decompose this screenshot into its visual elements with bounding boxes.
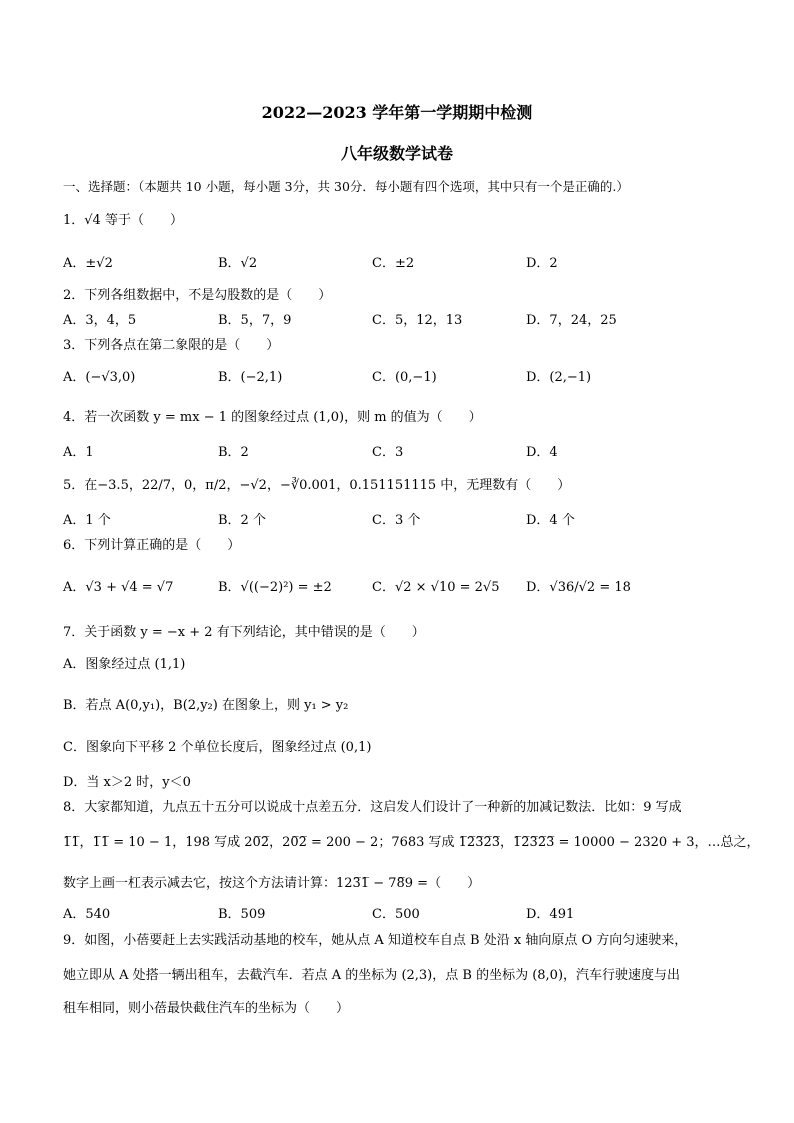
question-8-line-1: 8．大家都知道，九点五十五分可以说成十点差五分．这启发人们设计了一种新的加减记数法．比如：9 写成 <box>63 800 682 815</box>
question-9-line-1: 9．如图，小蓓要赶上去实践活动基地的校车，她从点 A 知道校车自点 B 处沿 x 轴向原点 O 方向匀速驶来， <box>63 933 688 948</box>
question-4-option-d: D．4 <box>526 445 558 460</box>
question-1-option-c: C．±2 <box>372 256 415 271</box>
question-8-option-c: C．500 <box>372 907 420 922</box>
question-4-stem: 4．若一次函数 y = mx − 1 的图象经过点 (1,0)，则 m 的值为（ ） <box>63 410 482 425</box>
question-7-option-c: C．图象向下平移 2 个单位长度后，图象经过点 (0,1) <box>63 740 372 755</box>
question-3-stem: 3．下列各点在第二象限的是（ ） <box>63 338 280 353</box>
question-2-option-c: C．5，12，13 <box>372 313 463 328</box>
question-6-option-a: A．√3 + √4 = √7 <box>63 580 174 595</box>
question-2-option-d: D．7，24，25 <box>526 313 617 328</box>
question-4-option-b: B．2 <box>218 445 249 460</box>
question-5-option-c: C．3 个 <box>372 513 421 528</box>
question-7-option-d: D．当 x＞2 时，y＜0 <box>63 775 191 790</box>
question-4-option-a: A．1 <box>63 445 94 460</box>
question-8-line-3: 数字上画一杠表示减去它，按这个方法请计算：123̅1̅ − 78̅9 =（ ） <box>63 876 481 891</box>
page-title: 2022—2023 学年第一学期期中检测 <box>261 103 533 122</box>
question-5-stem: 5．在−3.5，22/7，0，π/2，−√2，−∛0.001，0.151151115 中，无理数有（ ） <box>63 478 571 493</box>
question-5-option-a: A．1 个 <box>63 513 111 528</box>
question-5-option-b: B．2 个 <box>218 513 266 528</box>
question-1-option-a: A．±√2 <box>63 256 113 271</box>
question-8-option-d: D．491 <box>526 907 575 922</box>
question-3-option-c: C．(0,−1) <box>372 370 437 385</box>
question-3-option-d: D．(2,−1) <box>526 370 592 385</box>
question-2-stem: 2．下列各组数据中，不是勾股数的是（ ） <box>63 288 332 303</box>
question-3-option-a: A．(−√3,0) <box>63 370 136 385</box>
question-7-option-a: A．图象经过点 (1,1) <box>63 657 186 672</box>
question-8-line-2: 1̅1̅，1̅1̅ = 10 − 1，198 写成 20̅2̅，20̅2̅ = 200 − 2；7683 写成 1̅2̅3̅2̅3̅，1̅2̅3̅2̅3̅ = 10000 − 2320 + 3，…总之， <box>63 835 760 850</box>
question-6-option-c: C．√2 × √10 = 2√5 <box>372 580 500 595</box>
question-9-line-2: 她立即从 A 处搭一辆出租车，去截汽车．若点 A 的坐标为 (2,3)，点 B 的坐标为 (8,0)，汽车行驶速度与出 <box>63 968 681 983</box>
question-7-stem: 7．关于函数 y = −x + 2 有下列结论，其中错误的是（ ） <box>63 625 425 640</box>
page-subtitle: 八年级数学试卷 <box>340 144 453 163</box>
question-8-option-a: A．540 <box>63 907 111 922</box>
question-4-option-c: C．3 <box>372 445 404 460</box>
question-5-option-d: D．4 个 <box>526 513 575 528</box>
question-6-stem: 6．下列计算正确的是（ ） <box>63 538 241 553</box>
question-1-option-d: D．2 <box>526 256 558 271</box>
question-3-option-b: B．(−2,1) <box>218 370 283 385</box>
section-header: 一、选择题：（本题共 10 小题，每小题 3分，共 30分．每小题有四个选项，其中只有一个是正确的.） <box>63 179 629 194</box>
question-6-option-d: D．√36/√2 = 18 <box>526 580 631 595</box>
question-2-option-a: A．3，4，5 <box>63 313 137 328</box>
question-1-option-b: B．√2 <box>218 256 258 271</box>
question-7-option-b: B．若点 A(0,y₁)，B(2,y₂) 在图象上，则 y₁ > y₂ <box>63 698 349 713</box>
question-1-stem: 1．√4 等于（ ） <box>63 213 183 228</box>
question-9-line-3: 租车相同，则小蓓最快截住汽车的坐标为（ ） <box>63 1001 350 1016</box>
question-8-option-b: B．509 <box>218 907 266 922</box>
question-6-option-b: B．√((−2)²) = ±2 <box>218 580 332 595</box>
question-2-option-b: B．5，7，9 <box>218 313 292 328</box>
